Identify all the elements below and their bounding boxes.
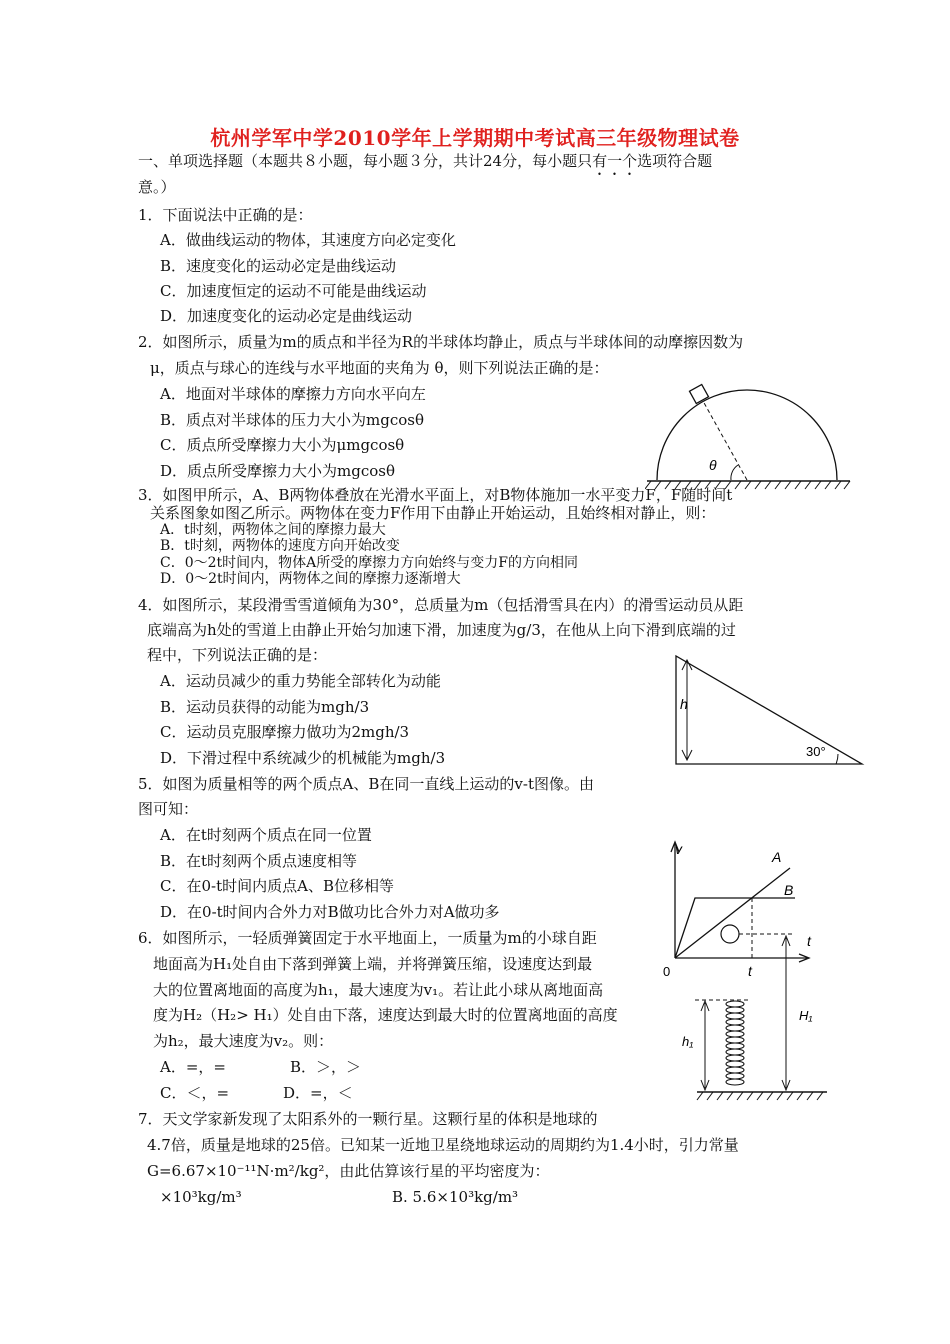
slope-triangle: [676, 656, 862, 764]
q2-stem-2: μ，质点与球心的连线与水平地面的夹角为 θ，则下列说法正确的是：: [150, 359, 609, 377]
t-tick-label: t: [748, 963, 752, 979]
q1-option-d: D．加速度变化的运动必定是曲线运动: [160, 307, 413, 325]
theta-label: θ: [709, 457, 717, 473]
q6-option-c: C．＜，=: [160, 1084, 230, 1102]
q6-stem-3: 大的位置离地面的高度为h₁，最大速度为v₁。若让此小球从离地面高: [153, 981, 604, 999]
q5-option-a: A．在t时刻两个质点在同一位置: [160, 826, 372, 844]
q3-stem-2: 关系图象如图乙所示。两物体在变力F作用下由静止开始运动，且始终相对静止，则：: [150, 504, 716, 522]
q6-stem-5: 为h₂，最大速度为v₂。则：: [153, 1032, 334, 1050]
q4-stem-3: 程中，下列说法正确的是：: [147, 646, 328, 664]
section-emphasis: 有一个: [592, 152, 638, 170]
q5-stem-2: 图可知：: [138, 800, 199, 818]
h1-big-label: H₁: [799, 1008, 813, 1023]
ball: [721, 925, 739, 943]
q4-option-c: C．运动员克服摩擦力做功为2mgh/3: [160, 723, 410, 741]
q6-option-b: B．＞，＞: [290, 1058, 362, 1076]
origin-label: 0: [663, 964, 671, 979]
q4-option-a: A．运动员减少的重力势能全部转化为动能: [160, 672, 441, 690]
q1-stem: 1．下面说法中正确的是：: [138, 206, 313, 224]
spring-coil: [726, 1001, 744, 1085]
height-label: h: [680, 696, 688, 712]
hemisphere-arc: [657, 390, 837, 480]
q5-option-d: D．在0-t时间内合外力对B做功比合外力对A做功多: [160, 903, 500, 921]
q7-stem-3: G=6.67×10⁻¹¹N·m²/kg²，由此估算该行星的平均密度为：: [147, 1162, 550, 1180]
slope-figure: [668, 650, 868, 770]
q1-option-b: B．速度变化的运动必定是曲线运动: [160, 257, 397, 275]
q6-stem-4: 度为H₂（H₂> H₁）处自由下落，速度达到最大时的位置离地面的高度: [153, 1006, 618, 1024]
v-axis-label: v: [675, 841, 682, 857]
slope-angle-arc: [836, 754, 838, 764]
label-a: A: [772, 849, 782, 865]
q4-stem-2: 底端高为h处的雪道上由静止开始匀加速下滑，加速度为g/3，在他从上向下滑到底端的过: [147, 621, 736, 639]
q4-stem-1: 4．如图所示，某段滑雪雪道倾角为30°，总质量为m（包括滑雪具在内）的滑雪运动员从距: [138, 596, 744, 614]
q3-option-d: D．0～2t时间内，两物体之间的摩擦力逐渐增大: [160, 571, 461, 587]
q5-option-c: C．在0-t时间内质点A、B位移相等: [160, 877, 394, 895]
q7-option-a: ×10³kg/m³: [160, 1188, 242, 1206]
section-heading-text: 一、单项选择题（本题共８小题，每小题３分，共计24分，每小题只: [138, 152, 593, 170]
q1-option-c: C．加速度恒定的运动不可能是曲线运动: [160, 282, 427, 300]
slope-angle-label: 30°: [806, 744, 826, 759]
q1-option-a: A．做曲线运动的物体，其速度方向必定变化: [160, 231, 456, 249]
q2-option-b: B．质点对半球体的压力大小为mgcosθ: [160, 411, 425, 429]
q7-stem-2: 4.7倍，质量是地球的25倍。已知某一近地卫星绕地球运动的周期约为1.4小时，引力常量: [147, 1136, 739, 1154]
q2-option-d: D．质点所受摩擦力大小为mgcosθ: [160, 462, 396, 480]
section-heading: [138, 152, 712, 179]
section-heading-end: 意。）: [138, 178, 176, 196]
line-a: [675, 868, 790, 958]
spring-ground-hatch: [697, 1092, 823, 1100]
q7-stem-1: 7．天文学家新发现了太阳系外的一颗行星。这颗行星的体积是地球的: [138, 1110, 598, 1128]
q3-option-c: C．0～2t时间内，物体A所受的摩擦力方向始终与变力F的方向相同: [160, 555, 578, 571]
q6-stem-2: 地面高为H₁处自由下落到弹簧上端，并将弹簧压缩，设速度达到最: [153, 955, 593, 973]
q2-stem-1: 2．如图所示，质量为m的质点和半径为R的半球体均静止，质点与半球体间的动摩擦因数为: [138, 333, 744, 351]
t-axis-label: t: [807, 933, 811, 949]
q6-option-a: A．=，=: [160, 1058, 226, 1076]
q4-option-b: B．运动员获得的动能为mgh/3: [160, 698, 370, 716]
q3-stem-1: 3．如图甲所示，A、B两物体叠放在光滑水平面上，对B物体施加一水平变力F，F随时间t: [138, 486, 733, 504]
q2-option-a: A．地面对半球体的摩擦力方向水平向左: [160, 385, 426, 403]
q5-option-b: B．在t时刻两个质点速度相等: [160, 852, 358, 870]
hemisphere-figure: [645, 380, 855, 498]
exam-title: 杭州学军中学2010学年上学期期中考试高三年级物理试卷: [210, 126, 740, 150]
angle-arc: [731, 465, 738, 480]
section-heading-tail: 选项符合题: [637, 152, 713, 170]
q2-option-c: C．质点所受摩擦力大小为μmgcosθ: [160, 436, 405, 454]
vt-graph-and-spring-figure: [655, 838, 830, 1110]
q6-stem-1: 6．如图所示，一轻质弹簧固定于水平地面上，一质量为m的小球自距: [138, 929, 597, 947]
label-b: B: [784, 882, 794, 898]
q7-option-b: B. 5.6×10³kg/m³: [392, 1188, 519, 1206]
q3-option-b: B．t时刻，两物体的速度方向开始改变: [160, 538, 400, 554]
q6-option-d: D．=，＜: [283, 1084, 353, 1102]
q4-option-d: D．下滑过程中系统减少的机械能为mgh/3: [160, 749, 446, 767]
h1-small-label: h₁: [682, 1034, 694, 1049]
q5-stem-1: 5．如图为质量相等的两个质点A、B在同一直线上运动的v-t图像。由: [138, 775, 594, 793]
q3-option-a: A．t时刻，两物体之间的摩擦力最大: [160, 522, 386, 538]
